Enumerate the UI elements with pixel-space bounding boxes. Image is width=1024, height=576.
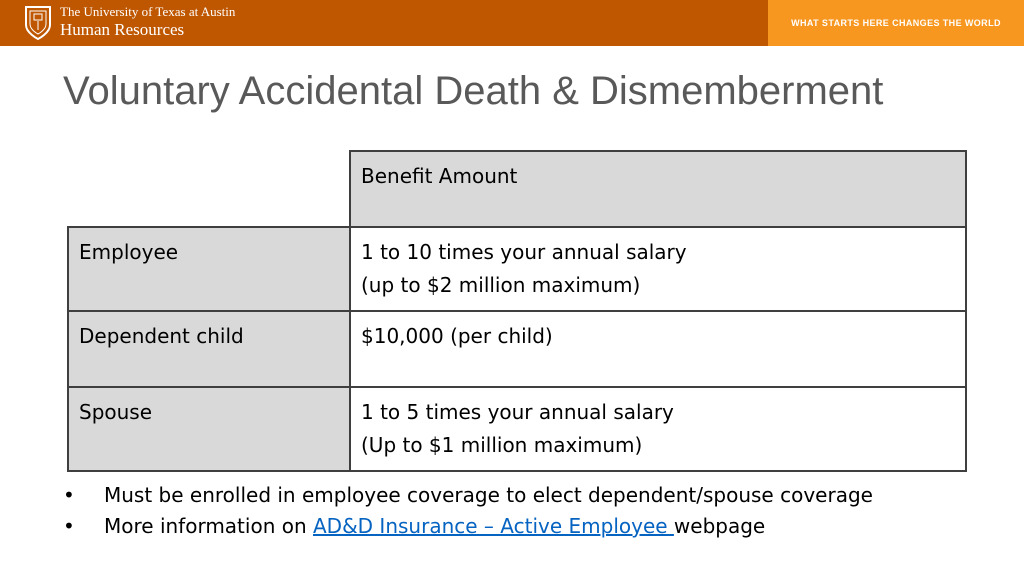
row-value bbox=[350, 311, 966, 387]
bullet-text-suffix: webpage bbox=[673, 514, 766, 538]
empty-corner-cell bbox=[68, 151, 350, 227]
benefits-table bbox=[67, 150, 967, 472]
row-label: Employee bbox=[68, 227, 350, 311]
bullet-text-prefix: More information on bbox=[104, 514, 313, 538]
value-line: (up to $2 million maximum) bbox=[361, 273, 641, 297]
bullet-icon: • bbox=[63, 514, 75, 538]
row-value bbox=[350, 387, 966, 471]
bullet-text: Must be enrolled in employee coverage to elect dependent/spouse coverage bbox=[104, 483, 873, 507]
value-line: (Up to $1 million maximum) bbox=[361, 433, 643, 457]
value-line: 1 to 5 times your annual salary bbox=[361, 400, 674, 424]
table-row bbox=[68, 227, 966, 311]
tagline: WHAT STARTS HERE CHANGES THE WORLD bbox=[791, 18, 1001, 28]
page-title: Voluntary Accidental Death & Dismemberment bbox=[63, 69, 884, 113]
header-bar bbox=[0, 0, 1024, 46]
value-line: 1 to 10 times your annual salary bbox=[361, 240, 687, 264]
department-name: Human Resources bbox=[60, 20, 185, 39]
tagline-panel bbox=[768, 0, 1024, 46]
list-item bbox=[60, 511, 873, 542]
value-line: $10,000 (per child) bbox=[361, 324, 553, 348]
add-insurance-link[interactable]: AD&D Insurance – Active Employee bbox=[313, 514, 674, 538]
column-header: Benefit Amount bbox=[350, 151, 966, 227]
org-name bbox=[60, 4, 235, 40]
list-item bbox=[60, 480, 873, 511]
ut-seal-icon bbox=[24, 5, 52, 41]
row-label: Dependent child bbox=[68, 311, 350, 387]
row-value bbox=[350, 227, 966, 311]
bullet-icon: • bbox=[63, 483, 75, 507]
table-row bbox=[68, 311, 966, 387]
university-name: The University of Texas at Austin bbox=[60, 4, 236, 19]
row-label: Spouse bbox=[68, 387, 350, 471]
bullet-list bbox=[60, 480, 873, 542]
table-header-row bbox=[68, 151, 966, 227]
table-row bbox=[68, 387, 966, 471]
